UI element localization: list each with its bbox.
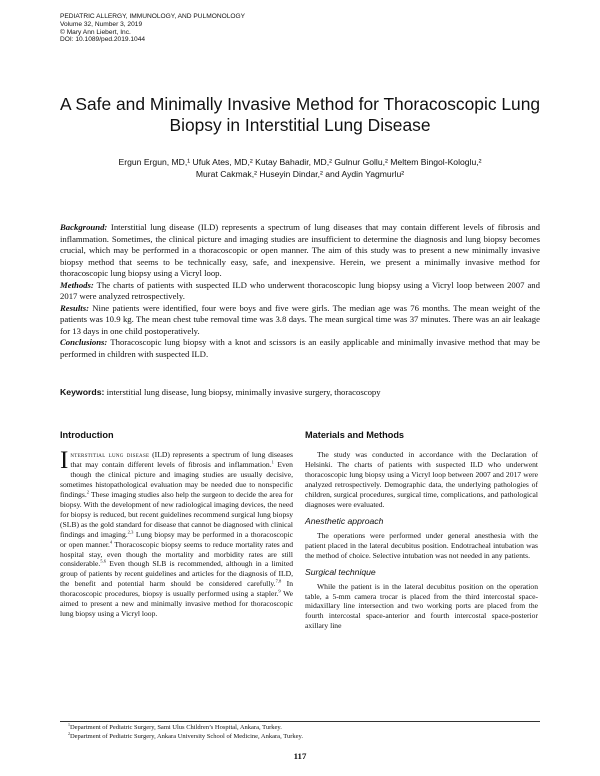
author-list bbox=[60, 156, 540, 180]
surgical-paragraph: While the patient is in the lateral decubitus position on the operation table, a 5-mm camera trocar is placed from the third intercostal space-midaxillary line intersection and two working ports are placed from the fourth intercostal space-anterior and fourth intercostal space-posterior axillary line bbox=[305, 581, 538, 631]
drop-cap: I bbox=[60, 447, 69, 474]
journal-copyright: © Mary Ann Liebert, Inc. bbox=[60, 28, 131, 36]
results-label: Results: bbox=[60, 302, 89, 313]
page-number: 117 bbox=[293, 751, 307, 761]
journal-header bbox=[60, 13, 360, 44]
abstract-conclusions: Conclusions: Thoracoscopic lung biopsy with a knot and scissors is an easily applicable and minimally invasive method that may be performed in children with suspected ILD. bbox=[60, 337, 540, 359]
abstract-background: Background: Interstitial lung disease (ILD) represents a spectrum of lung diseases that may contain different levels of fibrosis and inflammation. Sometimes, the clinical picture and imaging studies are insufficient to determine the diagnosis and lung biopsy becomes crucial, which may be performed in a thoracoscopic or open manner. The aim of this study was to present a new minimally invasive biopsy method that seems to be technically easy, safe, and inexpensive. Herein, we present a minimally invasive method for thoracoscopic lung biopsy using a Vicryl loop. bbox=[60, 222, 541, 278]
article-title: A Safe and Minimally Invasive Method for Thoracoscopic Lung Biopsy in Interstitial Lung Disease bbox=[59, 94, 541, 135]
abstract bbox=[60, 222, 540, 360]
journal-volume: Volume 32, Number 3, 2019 bbox=[60, 20, 143, 28]
author-line-2: Murat Cakmak,² Huseyin Dindar,² and Aydin Yagmurlu² bbox=[195, 169, 405, 179]
journal-name: PEDIATRIC ALLERGY, IMMUNOLOGY, AND PULMONOLOGY bbox=[60, 13, 246, 20]
footnote-1: $^1$Department of Pediatric Surgery, Sami Ulus Children’s Hospital, Ankara, Turkey. bbox=[68, 722, 282, 731]
footnote-divider bbox=[60, 721, 540, 722]
keywords bbox=[60, 387, 540, 398]
abstract-methods: Methods: The charts of patients with suspected ILD who underwent thoracoscopic lung biopsy using a Vicryl loop between 2007 and 2017 were analyzed retrospectively. bbox=[60, 279, 540, 301]
introduction-paragraph: Interstitial lung disease (ILD) represents a spectrum of lung diseases that may contain different levels of fibrosis and inflammation.$^1$ Even though the clinical picture and imaging studies are usually decisive, sometimes histopathological evaluation may be needed due to nonspecific findings.$^2$ These imaging studies also help the surgeon to decide the area for biopsy. With the development of new radiological imaging devices, the need for biopsy is reduced, but recent guidelines recommend surgical lung biopsy (SLB) as the gold standard for disease that cannot be diagnosed with clinical findings and imaging.$^{2,3}$ Lung biopsy may be performed in a thoracoscopic or open manner.$^4$ Thoracoscopic biopsy seems to reduce mortality rates and hospital stay, even though the mortality and morbidity rates are still considerable.$^{5,6}$ Even though SLB is recommended, although in a limited group of patients by recent guidelines and articles for the diagnosis of ILD, the benefit and potential harm should be considered carefully.$^{7,8}$ In thoracoscopic procedures, biopsy is usually performed using a stapler.$^9$ We aimed to present a new and minimally invasive method for thoracoscopic lung biopsy using a Vicryl loop. bbox=[60, 447, 294, 619]
footnote-2: $^2$Department of Pediatric Surgery, Ankara University School of Medicine, Ankara, Turkey. bbox=[68, 731, 303, 740]
author-line-1: Ergun Ergun, MD,¹ Ufuk Ates, MD,² Kutay Bahadir, MD,² Gulnur Gollu,² Meltem Bingol-Kologlu,² bbox=[118, 157, 482, 167]
methods-column bbox=[305, 430, 538, 631]
surgical-heading: Surgical technique bbox=[305, 566, 376, 577]
anesthetic-paragraph: The operations were performed under general anesthesia with the patient placed in the lateral decubitus position. Endotracheal intubation was the method of choice. Selective intubation was not needed in any patients. bbox=[305, 530, 538, 560]
introduction-column bbox=[60, 430, 293, 619]
methods-paragraph: The study was conducted in accordance with the Declaration of Helsinki. The charts of patients with suspected ILD who underwent thoracoscopic lung biopsy using a Vicryl loop between 2007 and 2017 were analyzed retrospectively. Demographic data, the underlying pathologies of children, surgical procedures, surgical time, complications, and pathological diagnoses were evaluated. bbox=[305, 450, 538, 509]
keywords-text: interstitial lung disease, lung biopsy, minimally invasive surgery, thoracoscopy bbox=[106, 387, 381, 397]
anesthetic-heading: Anesthetic approach bbox=[305, 515, 384, 526]
journal-doi: DOI: 10.1089/ped.2019.1044 bbox=[60, 36, 146, 44]
keywords-label: Keywords: bbox=[60, 387, 105, 397]
background-label: Background: bbox=[60, 222, 108, 232]
methods-heading: Materials and Methods bbox=[305, 430, 405, 440]
methods-label: Methods: bbox=[60, 279, 94, 290]
introduction-heading: Introduction bbox=[60, 430, 114, 440]
abstract-results: Results: Nine patients were identified, four were boys and five were girls. The median age was 76 months. The mean weight of the patients was 10.9 kg. The mean chest tube removal time was 3.8 days. The mean surgical time was 37 minutes. There was an air leakage for 13 days in one child postoperatively. bbox=[60, 302, 541, 336]
footnotes bbox=[60, 724, 540, 741]
conclusions-label: Conclusions: bbox=[60, 337, 108, 347]
